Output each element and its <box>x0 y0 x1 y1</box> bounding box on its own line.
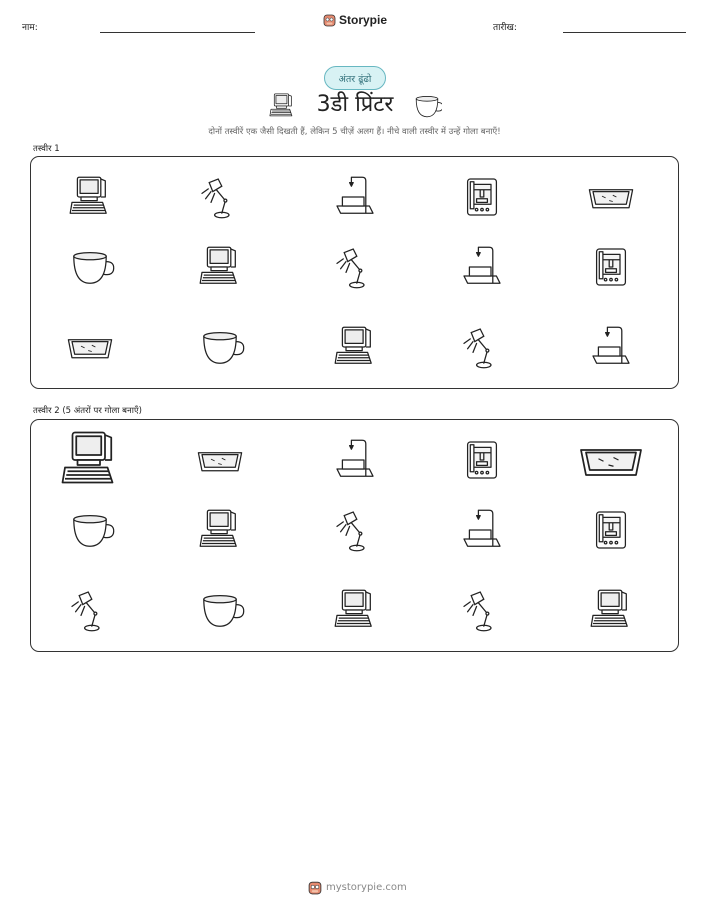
storypie-mascot-icon <box>308 880 322 895</box>
scale-icon[interactable] <box>464 510 500 546</box>
date-label: तारीख: <box>493 23 517 33</box>
tray-icon[interactable] <box>198 453 241 471</box>
cup-icon[interactable] <box>204 596 244 627</box>
printer-icon[interactable] <box>597 512 626 548</box>
picture-2-panel[interactable] <box>30 419 679 652</box>
scale-icon <box>593 327 629 363</box>
name-field[interactable] <box>100 32 255 33</box>
instructions: दोनों तस्वीरें एक जैसी दिखती हैं, लेकिन 5 चीज़ें अलग हैं। नीचे वाली तस्वीर में उन्हें गोला बनाएँ! <box>208 127 501 137</box>
scale-icon <box>464 247 500 283</box>
computer-icon[interactable] <box>63 433 113 483</box>
computer-icon <box>335 327 371 363</box>
printer-icon <box>597 249 626 285</box>
lamp-icon[interactable] <box>72 592 99 631</box>
title-row <box>0 90 709 124</box>
lamp-icon[interactable] <box>337 512 364 551</box>
panel-2-label: तस्वीर 2 (5 अंतरों पर गोला बनाएँ) <box>33 406 142 416</box>
worksheet-header <box>0 0 709 50</box>
computer-icon <box>70 177 106 213</box>
printer-icon <box>468 179 497 215</box>
printer-icon[interactable] <box>468 442 497 478</box>
page-title: 3डी प्रिंटर <box>316 92 394 117</box>
computer-icon[interactable] <box>200 510 236 546</box>
brand-logo <box>323 13 387 27</box>
scale-icon <box>337 177 373 213</box>
scale-icon[interactable] <box>337 440 373 476</box>
footer-url: mystorypie.com <box>326 882 407 893</box>
computer-icon[interactable] <box>591 590 627 626</box>
cup-icon[interactable] <box>74 516 114 547</box>
date-field[interactable] <box>563 32 686 33</box>
tray-icon <box>589 190 632 208</box>
storypie-mascot-icon <box>323 13 336 27</box>
panel-1-label: तस्वीर 1 <box>33 144 60 154</box>
computer-icon <box>200 247 236 283</box>
picture-1-panel <box>30 156 679 389</box>
picture-1-scene <box>31 157 680 390</box>
computer-icon[interactable] <box>335 590 371 626</box>
lamp-icon <box>464 329 491 368</box>
cup-icon <box>204 333 244 364</box>
tray-icon <box>68 340 111 358</box>
name-label: नाम: <box>22 23 38 33</box>
cup-icon <box>74 253 114 284</box>
footer <box>0 880 709 900</box>
lamp-icon <box>337 249 364 288</box>
computer-icon <box>267 90 297 126</box>
brand-name: Storypie <box>339 13 388 27</box>
cup-icon <box>412 92 442 124</box>
lamp-icon <box>202 179 229 218</box>
lamp-icon[interactable] <box>464 592 491 631</box>
activity-badge: अंतर ढूंढो <box>324 66 386 90</box>
picture-2-scene[interactable] <box>31 420 680 653</box>
tray-icon[interactable] <box>581 450 641 475</box>
